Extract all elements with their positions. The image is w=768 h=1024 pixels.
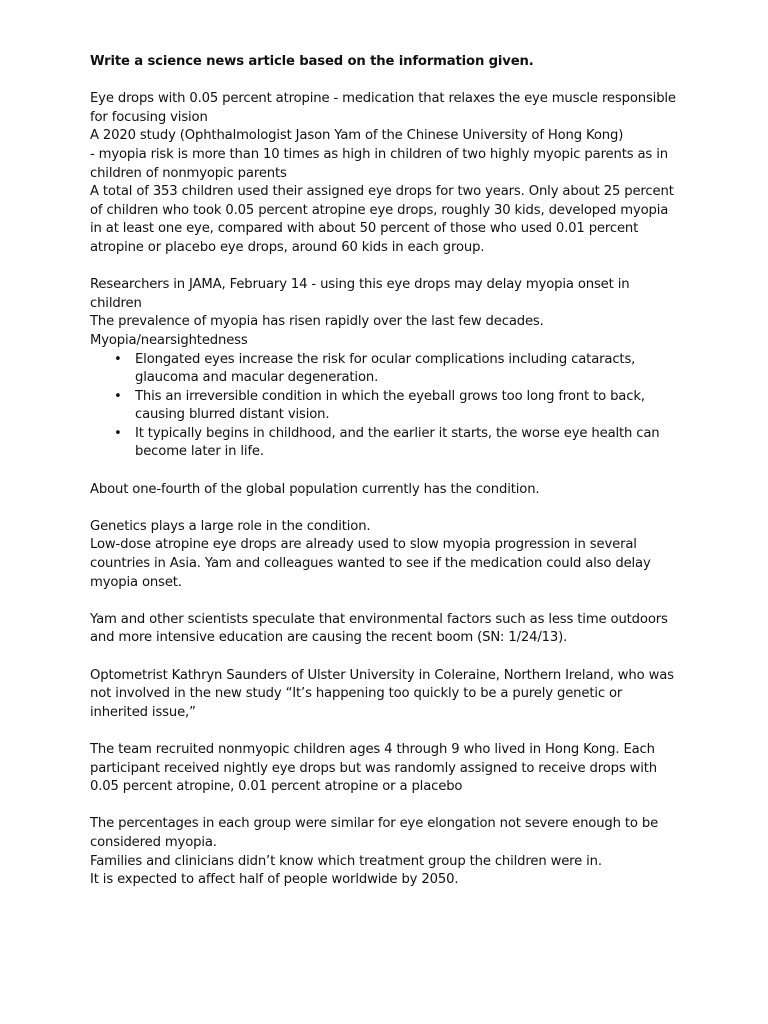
text-line: The team recruited nonmyopic children ages 4 through 9 who lived in Hong Kong. Each participant received nightly eye drops but was randomly assigned to receive drops with 0.05 percent atropine, 0.01 percent atropine or a placebo [90, 741, 657, 795]
text-line: A total of 353 children used their assigned eye drops for two years. Only about 25 percent of children who took 0.05 percent atropine eye drops, roughly 30 kids, developed myopia in at least one eye, compared with about 50 percent of those who used 0.01 percent atropine or placebo eye drops, around 60 kids in each group. [90, 184, 674, 255]
text-line: Yam and other scientists speculate that environmental factors such as less time outdoors and more intensive education are causing the recent boom (SN: 1/24/13). [90, 611, 668, 646]
paragraph-block-1 [90, 90, 680, 257]
text-line: A 2020 study (Ophthalmologist Jason Yam of the Chinese University of Hong Kong) [90, 128, 624, 144]
bullet-list [90, 351, 680, 463]
text-line: Low-dose atropine eye drops are already used to slow myopia progression in several countries in Asia. Yam and colleagues wanted to see if the medication could also delay myopia onset. [90, 537, 651, 590]
text-line: About one-fourth of the global population currently has the condition. [90, 481, 540, 497]
list-item [90, 351, 680, 388]
text-line: - myopia risk is more than 10 times as high in children of two highly myopic parents as in children of nonmyopic parents [90, 146, 668, 181]
text-line: Myopia/nearsightedness [90, 332, 248, 348]
list-item-text: It typically begins in childhood, and the earlier it starts, the worse eye health can become later in life. [135, 425, 660, 460]
paragraph-block-3 [90, 481, 680, 500]
bullet-icon: • [114, 425, 122, 441]
list-item [90, 425, 680, 462]
text-line: Genetics plays a large role in the condition. [90, 518, 371, 534]
text-line: Eye drops with 0.05 percent atropine - medication that relaxes the eye muscle responsible for focusing vision [90, 91, 676, 125]
text-line: Researchers in JAMA, February 14 - using this eye drops may delay myopia onset in children [90, 277, 630, 311]
text-line: Optometrist Kathryn Saunders of Ulster University in Coleraine, Northern Ireland, who was not involved in the new study “It’s happening too quickly to be a purely genetic or inherited issue,” [90, 667, 674, 720]
bullet-icon: • [114, 388, 122, 404]
list-item-text: This an irreversible condition in which the eyeball grows too long front to back, causing blurred distant vision. [135, 388, 645, 423]
document-body [90, 53, 680, 908]
paragraph-block-2 [90, 276, 680, 462]
paragraph-block-8 [90, 815, 680, 889]
paragraph-block-6 [90, 667, 680, 723]
list-item [90, 388, 680, 425]
paragraph-block-7 [90, 741, 680, 797]
bullet-icon: • [114, 351, 122, 367]
paragraph-block-4 [90, 518, 680, 592]
text-line: The percentages in each group were similar for eye elongation not severe enough to be considered myopia. [90, 816, 659, 850]
text-line: It is expected to affect half of people worldwide by 2050. [90, 872, 459, 888]
text-line: The prevalence of myopia has risen rapidly over the last few decades. [90, 314, 544, 330]
text-line: Families and clinicians didn’t know which treatment group the children were in. [90, 853, 602, 869]
page-title: Write a science news article based on the information given. [90, 54, 534, 69]
paragraph-block-5 [90, 611, 680, 648]
list-item-text: Elongated eyes increase the risk for ocular complications including cataracts, glaucoma and macular degeneration. [135, 351, 636, 386]
